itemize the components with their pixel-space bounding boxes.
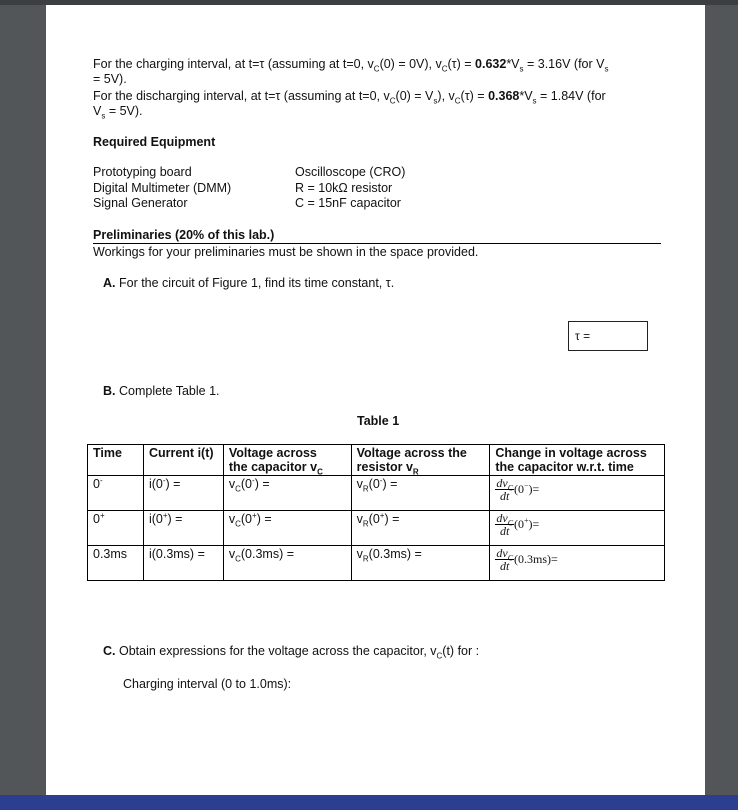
equipment-item: Oscilloscope (CRO) xyxy=(295,165,406,179)
cell-vr[interactable]: $v_R(0.3ms)$ = xyxy=(351,546,490,581)
charging-interval-line-cont: = 5V). xyxy=(93,72,127,86)
cell-vc[interactable]: $v_C(0.3ms)$ = xyxy=(223,546,351,581)
equipment-item: Signal Generator xyxy=(93,196,188,210)
table-1 xyxy=(87,444,665,581)
header-voltage-resistor: Voltage across the resistor $v_R$ xyxy=(351,445,490,476)
equipment-item: C = 15nF capacitor xyxy=(295,196,401,210)
tau-answer-label: τ = xyxy=(575,329,591,343)
table-row xyxy=(88,511,665,546)
header-current: Current i(t) xyxy=(143,445,223,476)
equipment-item: Digital Multimeter (DMM) xyxy=(93,181,232,195)
header-change-in-voltage: Change in voltage across the capacitor w.r.t. time xyxy=(490,445,665,476)
question-c: C. Obtain expressions for the voltage across the capacitor, $v_C(t)$ for : xyxy=(103,644,480,661)
viewer-bottom-bar xyxy=(0,795,738,810)
equipment-heading: Required Equipment xyxy=(93,135,216,149)
cell-vr[interactable]: $v_R(0^+)$ = xyxy=(351,511,490,546)
cell-dvdt[interactable]: $\frac{dv_C}{dt}$ (0+)= xyxy=(490,511,665,546)
cell-time: 0+ xyxy=(88,511,144,546)
cell-current[interactable]: i(0-) = xyxy=(143,476,223,511)
tau-answer-box[interactable] xyxy=(568,321,648,351)
cell-dvdt[interactable]: $\frac{dv_C}{dt}$ (0.3ms)= xyxy=(490,546,665,581)
question-b: B. Complete Table 1. xyxy=(103,384,220,398)
cell-time: 0- xyxy=(88,476,144,511)
question-a: A. For the circuit of Figure 1, find its time constant, τ. xyxy=(103,276,395,290)
charging-interval-prompt: Charging interval (0 to 1.0ms): xyxy=(123,677,292,691)
table-row xyxy=(88,476,665,511)
table-row xyxy=(88,546,665,581)
preliminaries-note: Workings for your preliminaries must be shown in the space provided. xyxy=(93,245,479,259)
table-header-row xyxy=(88,445,665,476)
cell-vc[interactable]: $v_C(0^-)$ = xyxy=(223,476,351,511)
discharging-interval-line: For the discharging interval, at t=τ (assuming at t=0, $v_C(0) = V_s$), $v_C(\tau) = 0.368*V_s = 1.84V$ (for xyxy=(93,89,606,106)
header-voltage-capacitor: Voltage across the capacitor $v_C$ xyxy=(223,445,351,476)
cell-vr[interactable]: $v_R(0^-)$ = xyxy=(351,476,490,511)
heading-rule xyxy=(93,243,661,244)
equipment-item: Prototyping board xyxy=(93,165,192,179)
cell-dvdt[interactable]: $\frac{dv_C}{dt}$ (0−)= xyxy=(490,476,665,511)
cell-current[interactable]: i(0+) = xyxy=(143,511,223,546)
cell-current[interactable]: i(0.3ms) = xyxy=(143,546,223,581)
discharging-interval-line-cont: $V_s = 5V$). xyxy=(93,104,143,121)
preliminaries-heading: Preliminaries (20% of this lab.) xyxy=(93,228,275,242)
charging-interval-line: For the charging interval, at t=τ (assuming at t=0, $v_C(0) = 0V$), $v_C(\tau) = 0.632*V_s = 3.16V$ (for $V_s$ xyxy=(93,57,609,74)
header-time: Time xyxy=(88,445,144,476)
cell-vc[interactable]: $v_C(0^+)$ = xyxy=(223,511,351,546)
cell-time: 0.3ms xyxy=(88,546,144,581)
table-caption: Table 1 xyxy=(357,414,400,428)
equipment-item: R = 10kΩ resistor xyxy=(295,181,393,195)
document-page xyxy=(46,5,705,795)
